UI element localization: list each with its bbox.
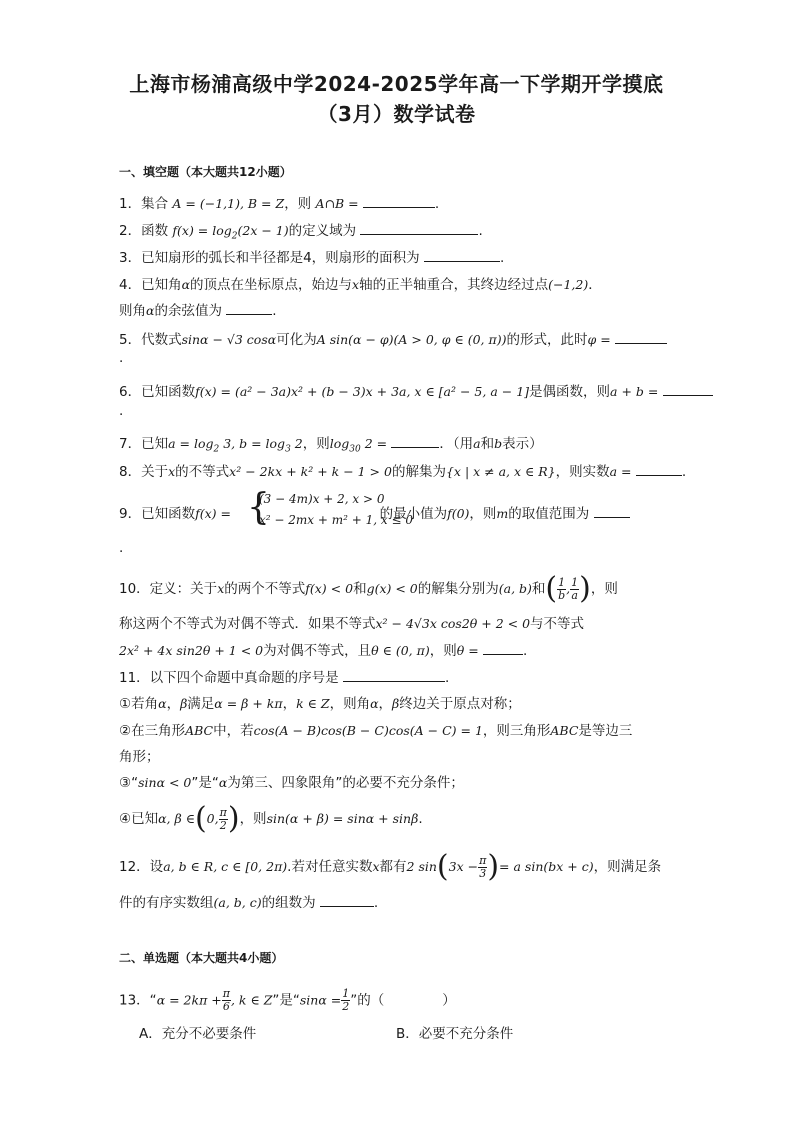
question-9-end: .: [119, 540, 124, 556]
question-5: 5．代数式sinα − √3 cosα可化为A sin(α − φ)(A > 0, φ ∈ (0, π))的形式，此时φ =: [119, 328, 667, 348]
answer-blank[interactable]: [663, 383, 713, 396]
question-10-line3: 2x² + 4x sin2θ + 1 < 0为对偶不等式，且θ ∈ (0, π)，则θ = .: [119, 643, 528, 659]
question-11-proposition-2: ②在三角形ABC中，若cos(A − B)cos(B − C)cos(A − C) = 1，则三角形ABC是等边三: [119, 723, 633, 739]
question-11-proposition-1: ①若角α，β满足α = β + kπ，k ∈ Z，则角α，β终边关于原点对称；: [119, 696, 521, 712]
answer-blank[interactable]: [483, 642, 523, 655]
exam-title-line2: （3月）数学试卷: [317, 102, 476, 126]
answer-blank[interactable]: [343, 669, 445, 682]
question-4-line1: 4．已知角α的顶点在坐标原点，始边与x轴的正半轴重合，其终边经过点(−1,2)．: [119, 277, 602, 293]
question-8: 8．关于x的不等式x² − 2kx + k² + k − 1 > 0的解集为{x | x ≠ a, x ∈ R}，则实数a = .: [119, 464, 687, 480]
answer-blank[interactable]: [360, 222, 478, 235]
question-12-line2: 件的有序实数组(a, b, c)的组数为 .: [119, 895, 379, 911]
question-10-line1: 10．定义：关于x的两个不等式f(x) < 0和g(x) < 0的解集分别为(a, b)和( $\frac{1}{b}$ , $\frac{1}{a}$ )，则: [119, 571, 618, 606]
question-10-line2: 称这两个不等式为对偶不等式．如果不等式x² − 4√3x cos2θ + 2 < 0与不等式: [119, 616, 585, 632]
question-5-end: .: [119, 350, 124, 366]
piecewise-brace: {: [247, 487, 270, 528]
question-4-line2: 则角α的余弦值为 .: [119, 303, 277, 319]
answer-blank[interactable]: [320, 894, 374, 907]
question-12-line1: 12．设a, b ∈ R, c ∈ [0, 2π).若对任意实数x都有2 sin(3x − $\frac{\pi}{3}$ )= a sin(bx + c)，则满足条: [119, 849, 662, 884]
question-9: 9．已知函数f(x) = 的最小值为f(0)，则m的取值范围为: [119, 502, 630, 522]
question-7: 7．已知$a = \log_2 3$, $b = \log_3 2$，则$\log_{30} 2$ = ．（用a和b表示）: [119, 436, 543, 455]
piecewise-case-1: (3 − 4m)x + 2, x > 0: [259, 492, 385, 506]
question-6-end: .: [119, 403, 124, 419]
section-heading-fill-in: 一、填空题（本大题共12小题）: [119, 165, 292, 179]
question-11-proposition-2-cont: 角形；: [119, 749, 160, 765]
answer-blank[interactable]: [424, 249, 500, 262]
answer-blank[interactable]: [363, 195, 435, 208]
question-11-proposition-3: ③“sinα < 0”是“α为第三、四象限角”的必要不充分条件；: [119, 775, 464, 791]
question-6: 6．已知函数f(x) = (a² − 3a)x² + (b − 3)x + 3a, x ∈ [a² − 5, a − 1]是偶函数，则a + b =: [119, 380, 713, 400]
question-11-stem: 11．以下四个命题中真命题的序号是 .: [119, 670, 450, 686]
question-13: 13．“α = 2kπ + $\frac{\pi}{6}$ , k ∈ Z”是“sinα = $\frac{1}{2}$ ”的（ ）: [119, 987, 456, 1013]
question-2: 2．函数 $f(x) = \log_2(2x - 1)$的定义域为 .: [119, 223, 483, 242]
answer-blank[interactable]: [636, 463, 682, 476]
section-heading-single-choice: 二、单选题（本大题共4小题）: [119, 951, 284, 965]
answer-blank[interactable]: [226, 302, 272, 315]
question-11-proposition-4: ④已知α, β ∈(0, $\frac{\pi}{2}$ )，则sin(α + β) = sinα + sinβ.: [119, 801, 423, 836]
answer-blank[interactable]: [391, 435, 439, 448]
answer-blank[interactable]: [594, 505, 630, 518]
question-1: 1．集合 A = (−1,1), B = Z，则 A∩B = .: [119, 196, 440, 212]
exam-title-line1: 上海市杨浦高级中学2024-2025学年高一下学期开学摸底: [129, 72, 664, 96]
answer-blank[interactable]: [615, 331, 667, 344]
piecewise-case-2: x² − 2mx + m² + 1, x ≤ 0: [259, 513, 413, 527]
question-3: 3．已知扇形的弧长和半径都是4，则扇形的面积为 .: [119, 250, 505, 266]
option-a[interactable]: A．充分不必要条件: [139, 1026, 257, 1042]
option-b[interactable]: B．必要不充分条件: [396, 1026, 514, 1042]
